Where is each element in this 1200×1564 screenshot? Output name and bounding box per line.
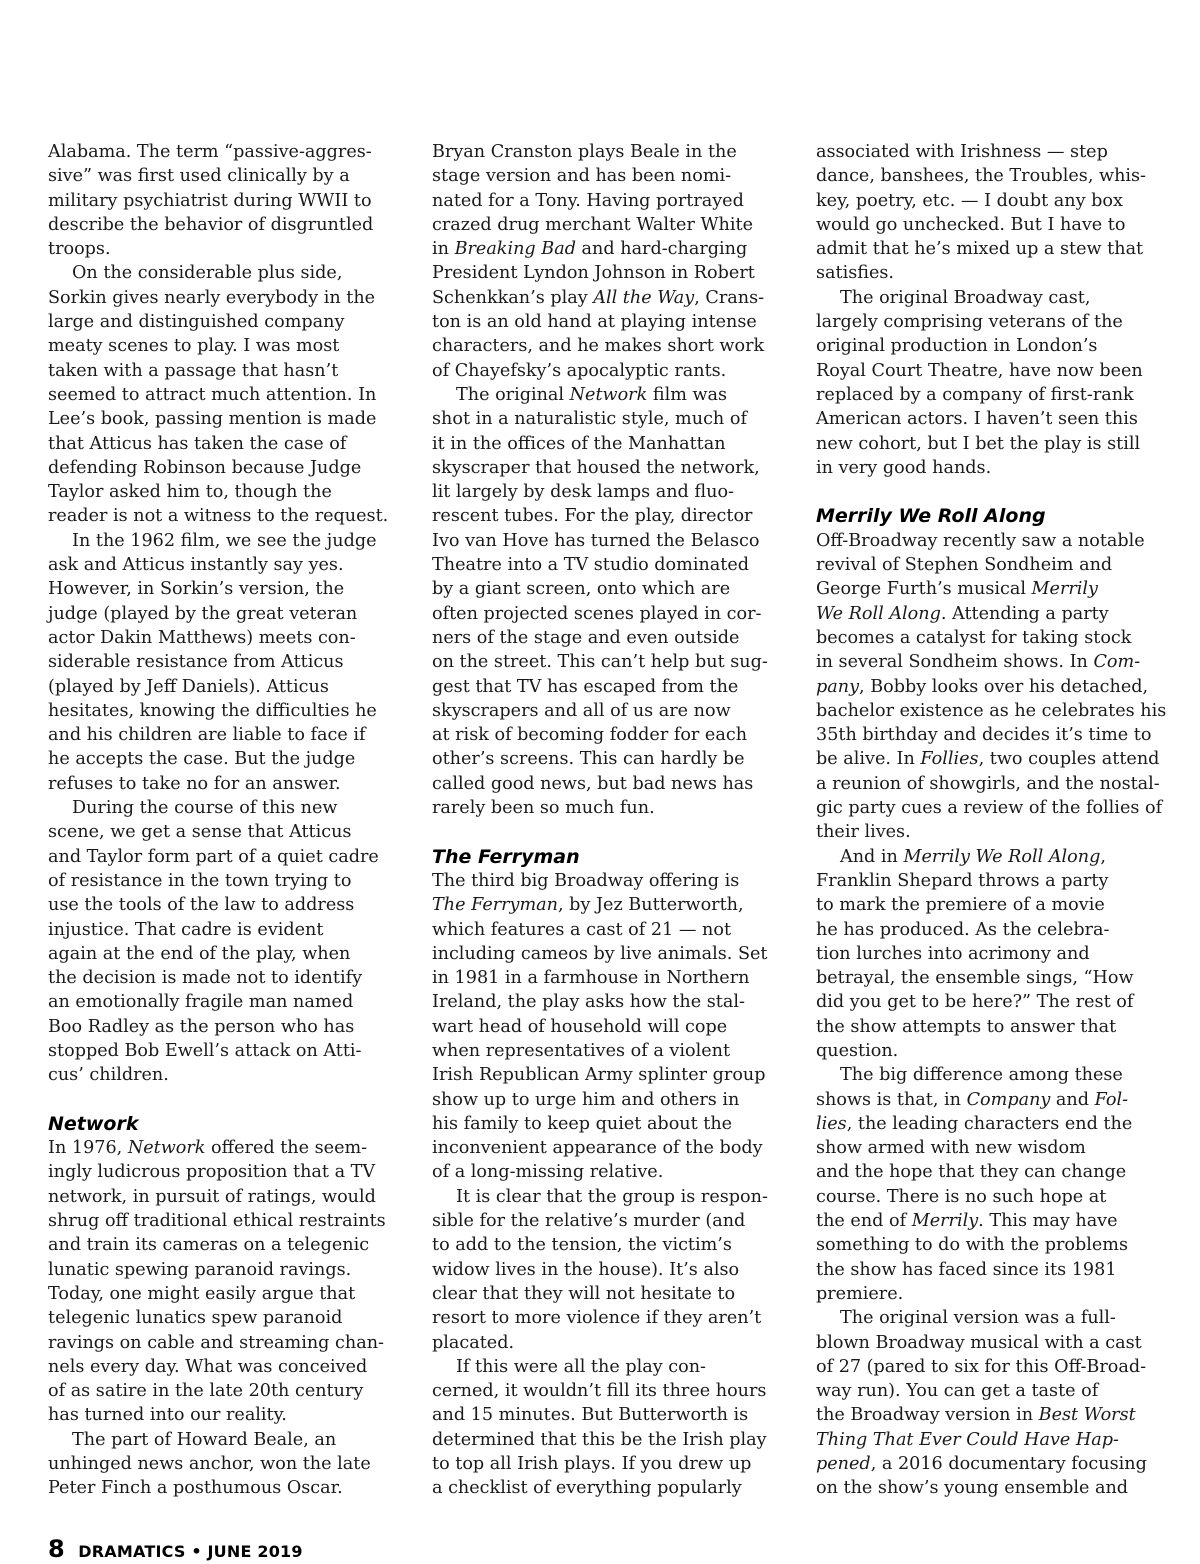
text-line: ton is an old hand at playing intense: [432, 312, 757, 333]
text-line: on the street. This can’t help but sug-: [432, 652, 768, 673]
text-line: of as satire in the late 20th century: [48, 1381, 364, 1402]
text-line: a reunion of showgirls, and the nostal-: [816, 773, 1160, 794]
text-line: premiere.: [816, 1283, 904, 1304]
text-line: nated for a Tony. Having portrayed: [432, 190, 744, 211]
article-column-3: [816, 140, 1167, 1501]
text-line: gest that TV has escaped from the: [432, 676, 739, 697]
text-line: the show attempts to answer that: [816, 1016, 1117, 1037]
text-run: And in: [840, 846, 904, 867]
text-line: Alabama. The term “passive-aggres-: [48, 142, 372, 162]
text-line: cerned, it wouldn’t fill its three hours: [432, 1381, 767, 1402]
italic-title: Breaking Bad: [454, 239, 576, 260]
italic-title: pany: [816, 676, 860, 697]
text-line: The part of Howard Beale, an: [72, 1429, 337, 1450]
text-run: and hard-charging: [575, 239, 748, 260]
text-line: called good news, but bad news has: [432, 773, 754, 794]
text-line: Royal Court Theatre, have now been: [816, 360, 1143, 381]
text-line: Peter Finch a posthumous Oscar.: [48, 1478, 343, 1499]
text-line: [432, 237, 772, 261]
text-line: Theatre into a TV studio dominated: [432, 555, 750, 576]
text-line: at risk of becoming fodder for each: [432, 725, 748, 746]
text-line: to add to the tension, the victim’s: [432, 1235, 732, 1256]
text-line: sible for the relative’s murder (and: [432, 1211, 746, 1232]
text-line: shot in a naturalistic style, much of: [432, 409, 747, 430]
text-line: bachelor existence as he celebrates his: [816, 700, 1167, 721]
text-line: tion lurches into acrimony and: [816, 943, 1090, 964]
text-run: , the leading characters end the: [846, 1113, 1133, 1134]
text-line: original production in London’s: [816, 336, 1098, 357]
text-line: something to do with the problems: [816, 1235, 1128, 1256]
text-line: to top all Irish plays. If you drew up: [432, 1454, 752, 1475]
text-line: meaty scenes to play. I was most: [48, 336, 340, 357]
text-line: again at the end of the play, when: [48, 943, 351, 964]
text-line: dance, banshees, the Troubles, whis-: [816, 166, 1146, 187]
page-number: 8: [48, 1535, 65, 1563]
text-run: In 1976,: [48, 1138, 128, 1159]
text-run: The original: [456, 384, 570, 405]
text-line: of a long-missing relative.: [432, 1162, 664, 1183]
text-line: shrug off traditional ethical restraints: [48, 1211, 386, 1232]
text-run: film was: [647, 384, 728, 405]
text-line: [816, 1452, 1156, 1476]
section-heading: The Ferryman: [432, 845, 580, 868]
text-line: ask and Atticus instantly say yes.: [48, 555, 344, 576]
text-run: . Attending a party: [940, 603, 1109, 624]
article-column-2: [432, 140, 772, 1501]
text-line: lunatic spewing paranoid ravings.: [48, 1259, 352, 1280]
text-line: defending Robinson because Judge: [48, 457, 362, 478]
text-line: would go unchecked. But I have to: [816, 214, 1126, 235]
text-line: and the hope that they can change: [816, 1162, 1127, 1183]
text-line: Ireland, the play asks how the stal-: [432, 992, 745, 1013]
text-line: On the considerable plus side,: [72, 263, 343, 284]
text-line: [816, 602, 1156, 626]
text-line: [816, 650, 1156, 674]
text-line: widow lives in the house). It’s also: [432, 1259, 740, 1280]
text-line: and 15 minutes. But Butterworth is: [432, 1405, 749, 1426]
text-line: During the course of this new: [72, 798, 338, 819]
italic-title: Network: [127, 1138, 206, 1159]
text-line: [816, 1403, 1156, 1427]
text-line: inconvenient appearance of the body: [432, 1138, 763, 1159]
text-run: . This may have: [978, 1211, 1118, 1232]
text-line: [816, 1428, 1156, 1452]
italic-title: Com-: [1093, 652, 1141, 673]
text-line: siderable resistance from Atticus: [48, 652, 344, 673]
text-line: skyscrapers and all of us are now: [432, 700, 731, 721]
text-run: Schenkkan’s play: [432, 287, 594, 308]
text-line: placated.: [432, 1332, 515, 1353]
text-line: he has produced. As the celebra-: [816, 919, 1110, 940]
italic-title: pened: [816, 1454, 871, 1475]
text-line: In the 1962 film, we see the judge: [72, 530, 377, 551]
text-line: rarely been so much fun.: [432, 798, 655, 819]
text-line: stopped Bob Ewell’s attack on Atti-: [48, 1040, 362, 1061]
italic-title: Thing That Ever Could Have Hap-: [816, 1429, 1119, 1450]
text-line: he accepts the case. But the judge: [48, 749, 356, 770]
text-line: Bryan Cranston plays Beale in the: [432, 142, 737, 162]
text-run: George Furth’s musical: [816, 579, 1032, 600]
text-line: large and distinguished company: [48, 312, 345, 333]
text-line: refuses to take no for an answer.: [48, 773, 341, 794]
italic-title: lies: [816, 1113, 847, 1134]
text-line: of resistance in the town trying to: [48, 870, 352, 891]
text-line: stage version and has been nomi-: [432, 166, 732, 187]
text-line: by a giant screen, onto which are: [432, 579, 731, 600]
text-line: injustice. That cadre is evident: [48, 919, 324, 940]
italic-title: Merrily We Roll Along: [903, 846, 1101, 867]
section-heading: Merrily We Roll Along: [816, 505, 1046, 528]
text-line: did you get to be here?” The rest of: [816, 992, 1134, 1013]
text-line: in very good hands.: [816, 457, 992, 478]
text-line: a checklist of everything popularly: [432, 1478, 742, 1499]
text-line: often projected scenes played in cor-: [432, 603, 762, 624]
text-line: If this were all the play con-: [456, 1356, 706, 1377]
text-line: way run). You can get a taste of: [816, 1381, 1099, 1402]
text-run: in: [432, 239, 455, 260]
text-line: has turned into our reality.: [48, 1405, 287, 1426]
text-line: show up to urge him and others in: [432, 1089, 740, 1110]
text-line: scene, we get a sense that Atticus: [48, 822, 352, 843]
text-line: troops.: [48, 239, 111, 260]
text-run: , a 2016 documentary focusing: [870, 1454, 1147, 1475]
text-line: new cohort, but I bet the play is still: [816, 433, 1141, 454]
text-line: crazed drug merchant Walter White: [432, 214, 753, 235]
text-line: The original Broadway cast,: [840, 287, 1091, 308]
text-line: ravings on cable and streaming chan-: [48, 1332, 384, 1353]
text-line: resort to more violence if they aren’t: [432, 1308, 762, 1329]
text-line: their lives.: [816, 822, 911, 843]
text-line: nels every day. What was conceived: [48, 1356, 368, 1377]
text-line: hesitates, knowing the difficulties he: [48, 700, 377, 721]
text-line: clear that they will not hesitate to: [432, 1283, 736, 1304]
text-line: American actors. I haven’t seen this: [816, 409, 1138, 430]
text-run: ,: [1100, 846, 1106, 867]
article-column-1: [48, 140, 388, 1501]
text-line: It is clear that the group is respon-: [456, 1186, 768, 1207]
text-line: Today, one might easily argue that: [48, 1283, 356, 1304]
text-line: an emotionally fragile man named: [48, 992, 354, 1013]
text-line: telegenic lunatics spew paranoid: [48, 1308, 343, 1329]
text-line: and train its cameras on a telegenic: [48, 1235, 370, 1256]
text-line: [816, 675, 1156, 699]
text-line: unhinged news anchor, won the late: [48, 1454, 371, 1475]
text-line: President Lyndon Johnson in Robert: [432, 263, 755, 284]
text-line: lit largely by desk lamps and fluo-: [432, 482, 734, 503]
italic-title: Best Worst: [1038, 1405, 1136, 1426]
text-line: ingly ludicrous proposition that a TV: [48, 1162, 376, 1183]
text-line: Boo Radley as the person who has: [48, 1016, 355, 1037]
text-run: , two couples attend: [978, 749, 1160, 770]
text-run: shows is that, in: [816, 1089, 967, 1110]
text-line: However, in Sorkin’s version, the: [48, 579, 345, 600]
page-footer: [48, 1535, 303, 1563]
text-line: [816, 1209, 1156, 1233]
italic-title: Merrily: [911, 1211, 979, 1232]
text-line: [432, 383, 772, 407]
text-line: describe the behavior of disgruntled: [48, 214, 374, 235]
text-line: the show has faced since its 1981: [816, 1259, 1117, 1280]
text-line: seemed to attract much attention. In: [48, 384, 377, 405]
italic-title: Follies: [920, 749, 979, 770]
text-run: , by Jez Butterworth,: [558, 895, 744, 916]
text-line: betrayal, the ensemble sings, “How: [816, 968, 1134, 989]
text-line: and Taylor form part of a quiet cadre: [48, 846, 379, 867]
text-line: [816, 747, 1160, 771]
text-line: satisfies.: [816, 263, 895, 284]
text-line: admit that he’s mixed up a stew that: [816, 239, 1144, 260]
text-line: to mark the premiere of a movie: [816, 895, 1105, 916]
text-line: Irish Republican Army splinter group: [432, 1065, 766, 1086]
text-line: 35th birthday and decides it’s time to: [816, 725, 1152, 746]
text-line: actor Dakin Matthews) meets con-: [48, 627, 356, 648]
text-line: it in the offices of the Manhattan: [432, 433, 726, 454]
text-line: Ivo van Hove has turned the Belasco: [432, 530, 760, 551]
publication-info: DRAMATICS • JUNE 2019: [78, 1542, 303, 1561]
text-line: Off-Broadway recently saw a notable: [816, 530, 1145, 551]
text-line: judge (played by the great veteran: [48, 603, 358, 624]
text-run: , Bobby looks over his detached,: [859, 676, 1149, 697]
text-line: Sorkin gives nearly everybody in the: [48, 287, 376, 308]
text-line: on the show’s young ensemble and: [816, 1478, 1129, 1499]
text-line: associated with Irishness — step: [816, 142, 1108, 162]
italic-title: The Ferryman: [432, 895, 558, 916]
text-line: [816, 1088, 1156, 1112]
text-line: other’s screens. This can hardly be: [432, 749, 745, 770]
text-line: question.: [816, 1040, 899, 1061]
text-line: [816, 577, 1156, 601]
text-run: , Crans-: [694, 287, 765, 308]
text-line: [816, 845, 1156, 869]
text-line: show armed with new wisdom: [816, 1138, 1086, 1159]
text-run: offered the seem-: [205, 1138, 368, 1159]
text-line: Lee’s book, passing mention is made: [48, 409, 377, 430]
text-line: course. There is no such hope at: [816, 1186, 1107, 1207]
text-line: replaced by a company of first-rank: [816, 384, 1134, 405]
text-line: when representatives of a violent: [432, 1040, 731, 1061]
text-line: his family to keep quiet about the: [432, 1113, 733, 1134]
text-line: key, poetry, etc. — I doubt any box: [816, 190, 1123, 211]
text-line: determined that this be the Irish play: [432, 1429, 767, 1450]
text-line: which features a cast of 21 — not: [432, 919, 732, 940]
text-line: of 27 (pared to six for this Off-Broad-: [816, 1356, 1147, 1377]
text-line: reader is not a witness to the request.: [48, 506, 389, 527]
text-line: The third big Broadway offering is: [432, 870, 740, 891]
section-heading: Network: [48, 1112, 139, 1135]
text-line: [432, 286, 772, 310]
text-line: cus’ children.: [48, 1065, 169, 1086]
text-line: largely comprising veterans of the: [816, 312, 1123, 333]
text-run: and: [1050, 1089, 1095, 1110]
text-line: the decision is made not to identify: [48, 968, 363, 989]
italic-title: Fol-: [1094, 1089, 1129, 1110]
text-line: taken with a passage that hasn’t: [48, 360, 339, 381]
italic-title: Merrily: [1031, 579, 1098, 600]
section-spacer: [816, 480, 1156, 504]
section-spacer: [48, 1088, 388, 1112]
text-line: including cameos by live animals. Set: [432, 943, 768, 964]
text-line: [816, 1112, 1156, 1136]
text-line: ners of the stage and even outside: [432, 627, 740, 648]
text-line: Taylor asked him to, though the: [48, 482, 332, 503]
section-spacer: [432, 820, 772, 844]
text-line: Franklin Shepard throws a party: [816, 870, 1109, 891]
text-line: revival of Stephen Sondheim and: [816, 555, 1113, 576]
text-line: network, in pursuit of ratings, would: [48, 1186, 376, 1207]
text-run: the Broadway version in: [816, 1405, 1039, 1426]
text-line: becomes a catalyst for taking stock: [816, 627, 1132, 648]
text-line: characters, and he makes short work: [432, 336, 765, 357]
text-line: [432, 893, 772, 917]
italic-title: All the Way: [593, 287, 695, 308]
text-line: military psychiatrist during WWII to: [48, 190, 372, 211]
text-line: rescent tubes. For the play, director: [432, 506, 753, 527]
text-run: be alive. In: [816, 749, 921, 770]
text-line: (played by Jeff Daniels). Atticus: [48, 676, 329, 697]
text-run: the end of: [816, 1211, 912, 1232]
text-line: use the tools of the law to address: [48, 895, 355, 916]
text-run: in several Sondheim shows. In: [816, 652, 1094, 673]
text-line: skyscraper that housed the network,: [432, 457, 760, 478]
text-line: The big difference among these: [840, 1065, 1123, 1086]
text-line: in 1981 in a farmhouse in Northern: [432, 968, 750, 989]
text-line: [48, 1136, 388, 1160]
text-line: gic party cues a review of the follies of: [816, 798, 1163, 819]
text-line: wart head of household will cope: [432, 1016, 728, 1037]
italic-title: Company: [966, 1089, 1051, 1110]
text-line: The original version was a full-: [840, 1308, 1116, 1329]
text-line: that Atticus has taken the case of: [48, 433, 347, 454]
text-line: blown Broadway musical with a cast: [816, 1332, 1142, 1353]
italic-title: We Roll Along: [816, 603, 941, 624]
text-line: sive” was first used clinically by a: [48, 166, 350, 187]
text-line: and his children are liable to face if: [48, 725, 366, 746]
text-line: of Chayefsky’s apocalyptic rants.: [432, 360, 727, 381]
italic-title: Network: [569, 384, 648, 405]
